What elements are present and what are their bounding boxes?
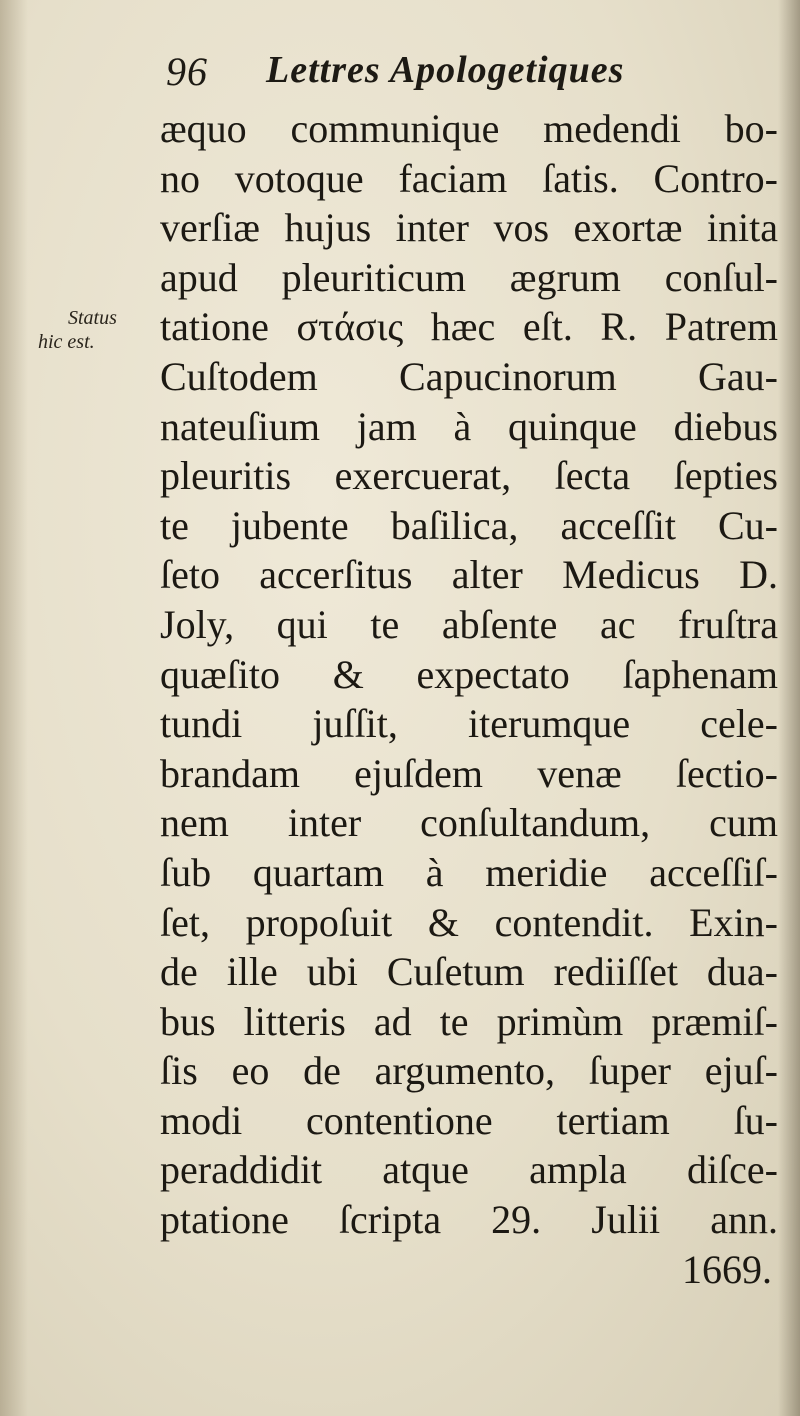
text-line: peraddidit atque ampla diſce- [160,1147,778,1193]
text-line: ſeto accerſitus alter Medicus D. [160,552,778,598]
text-line: ſet, propoſuit & contendit. Exin- [160,899,778,945]
text-line: te jubente baſilica, acceſſit Cu- [160,502,778,548]
body-text [160,104,778,1294]
text-line: nateuſium jam à quinque diebus [160,403,778,449]
margin-note [38,306,148,354]
text-line: æquo communique medendi bo- [160,106,778,151]
text-line: tatione στάσις hæc eſt. R. Patrem [160,304,778,350]
page-header [166,44,726,104]
text-line: apud pleuriticum ægrum conſul- [160,254,778,300]
running-title: Lettres Apologetiques [266,49,625,91]
text-line: Cuſtodem Capucinorum Gau- [160,353,778,399]
text-line: ſis eo de argumento, ſuper ejuſ- [160,1048,778,1094]
margin-note-line: Status [68,307,117,329]
text-line: brandam ejuſdem venæ ſectio- [160,750,778,796]
margin-note-line: hic est. [38,331,95,353]
text-line: Joly, qui te abſente ac fruſtra [160,601,778,647]
text-line: de ille ubi Cuſetum rediiſſet dua- [160,949,778,995]
text-line-last: 1669. [682,1246,772,1292]
text-line: ſub quartam à meridie acceſſiſ- [160,849,778,895]
page-number: 96 [166,49,208,94]
text-line: nem inter conſultandum, cum [160,800,778,846]
text-line: verſiæ hujus inter vos exortæ inita [160,205,778,251]
text-line: pleuritis exercuerat, ſecta ſepties [160,453,778,499]
text-line: quæſito & expectato ſaphenam [160,651,778,697]
text-line: no votoque faciam ſatis. Contro- [160,155,778,201]
text-line: ptatione ſcripta 29. Julii ann. [160,1197,778,1243]
text-line: modi contentione tertiam ſu- [160,1097,778,1143]
text-line: tundi juſſit, iterumque cele- [160,701,778,747]
text-line: bus litteris ad te primùm præmiſ- [160,998,778,1044]
